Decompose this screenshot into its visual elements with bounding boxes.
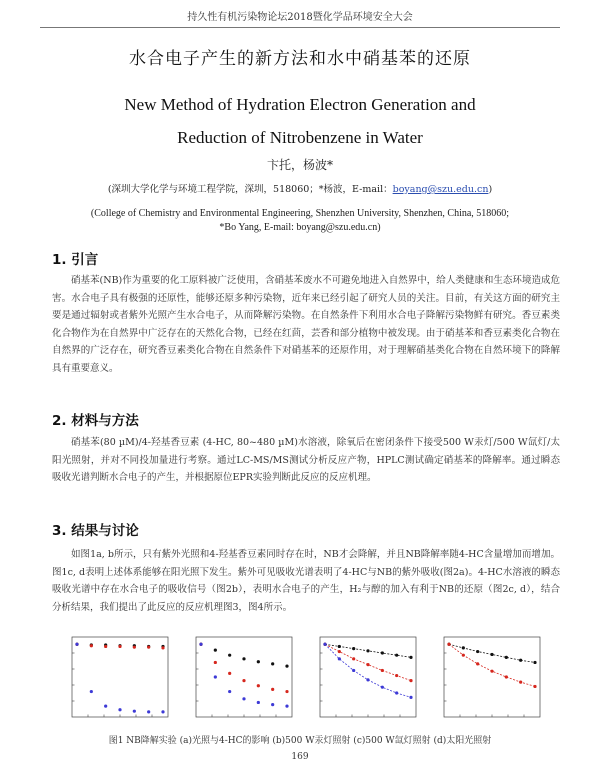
data-point <box>161 710 164 713</box>
data-point <box>228 654 231 657</box>
data-point <box>395 654 398 657</box>
affiliation-chinese-text: (深圳大学化学与环境工程学院，深圳，518060；*杨波，E-mail： <box>107 184 393 195</box>
data-point <box>323 643 326 646</box>
data-point <box>147 710 150 713</box>
data-point <box>533 685 536 688</box>
data-point <box>285 664 288 667</box>
chart-panel-c <box>306 631 422 727</box>
data-point <box>242 697 245 700</box>
plot-frame <box>72 637 168 717</box>
authors: 卞托，杨波* <box>266 158 333 172</box>
data-point <box>476 650 479 653</box>
page-number: 169 <box>291 752 309 762</box>
affiliation-english <box>40 207 560 235</box>
data-point <box>75 643 78 646</box>
data-point <box>409 696 412 699</box>
figure-caption: 图1 NB降解实验 (a)光照与4-HC的影响 (b)500 W汞灯照射 (c)500 W氙灯照射 (d)太阳光照射 <box>108 736 492 746</box>
data-point <box>366 678 369 681</box>
section-text-introduction: 硝基苯(NB)作为重要的化工原料被广泛使用，含硝基苯废水不可避免地进入自然界中，给人类健康和生态环境造成危害。水合电子具有极强的还原性，能够还原多种污染物，近年来已经引起了研究人员的关注。目前，有关这方面的研究主要是通过辐射或者紫外光照产生水合电子，从而降解污染物。在自然条件下利用水合电子降解污染物鲜有研究。香豆素类化合物作为在自然界中广泛存在的天然化合物，已经在红茴，芸香和部分植物中被发现。由于硝基苯和香豆素类化合物在自然界的广泛存在，研究香豆素类化合物在自然条件下对硝基苯的还原作用，对于理解硝基类化合物在自然环境下的降解具有重要意义。 <box>52 275 560 374</box>
data-point <box>118 645 121 648</box>
author-email-link[interactable]: boyang@szu.edu.cn <box>392 184 489 195</box>
data-point <box>199 643 202 646</box>
data-point <box>228 672 231 675</box>
data-point <box>366 663 369 666</box>
title-english <box>0 88 600 154</box>
data-point <box>409 679 412 682</box>
data-point <box>257 701 260 704</box>
data-point <box>490 653 493 656</box>
data-point <box>90 644 93 647</box>
data-point <box>90 690 93 693</box>
data-point <box>338 645 341 648</box>
data-point <box>285 704 288 707</box>
data-point <box>271 703 274 706</box>
chart-panel-b <box>182 631 298 727</box>
data-point <box>505 675 508 678</box>
data-point <box>118 708 121 711</box>
data-point <box>519 680 522 683</box>
section-heading-introduction: 1. 引言 <box>52 252 99 268</box>
running-head: 持久性有机污染物论坛2018暨化学品环境安全大会 <box>40 8 560 28</box>
data-point <box>271 662 274 665</box>
plot-frame <box>196 637 292 717</box>
title-chinese: 水合电子产生的新方法和水中硝基苯的还原 <box>129 49 471 69</box>
affiliation-chinese <box>40 181 560 195</box>
affiliation-english-line-1: (College of Chemistry and Environmental Engineering, Shenzhen University, Shenzhen, China, 518060; <box>90 208 510 219</box>
data-point <box>242 657 245 660</box>
data-point <box>381 669 384 672</box>
data-point <box>409 656 412 659</box>
section-text-methods: 硝基苯(80 µM)/4-羟基香豆素 (4-HC, 80~480 µM)水溶液，除氧后在密闭条件下接受500 W汞灯/500 W氙灯/太阳光照射，并对不同投加量进行考察。通过LC-MS/MS测试分析反应产物，HPLC测试确定硝基苯的降解率。通过瞬态吸收光谱判断水合电子的产生，并根据原位EPR实验判断此反应的反应机理。 <box>52 437 560 484</box>
data-point <box>533 661 536 664</box>
data-point <box>395 674 398 677</box>
data-point <box>395 691 398 694</box>
data-point <box>271 688 274 691</box>
data-point <box>133 646 136 649</box>
data-point <box>228 690 231 693</box>
title-english-line-1: New Method of Hydration Electron Generation and <box>124 95 476 114</box>
data-point <box>161 646 164 649</box>
section-text-results: 如图1a, b所示，只有紫外光照和4-羟基香豆素同时存在时，NB才会降解，并且NB降解率随4-HC含量增加而增加。图1c, d表明上述体系能够在阳光照下发生。紫外可见吸收光谱表明了4-HC与NB的紫外吸收(图2a)。4-HC水溶液的瞬态吸收光谱中存在水合电子的吸收信号（图2b），表明水合电子的产生，H₂与醇的加入有利于NB的还原（图2c, d），结合分析结果，我们提出了此反应的反应机理图3，图4所示。 <box>52 549 560 613</box>
data-point <box>490 670 493 673</box>
chart-panel-a <box>58 631 174 727</box>
data-point <box>104 704 107 707</box>
figure-1 <box>58 631 548 729</box>
data-point <box>476 662 479 665</box>
data-point <box>352 657 355 660</box>
chart-panel-d <box>430 631 546 727</box>
data-point <box>462 654 465 657</box>
data-point <box>462 646 465 649</box>
series-line <box>449 644 535 686</box>
affiliation-english-line-2: *Bo Yang, E-mail: boyang@szu.edu.cn) <box>219 222 381 233</box>
data-point <box>381 686 384 689</box>
data-point <box>381 651 384 654</box>
data-point <box>519 659 522 662</box>
data-point <box>214 648 217 651</box>
data-point <box>338 650 341 653</box>
data-point <box>147 646 150 649</box>
data-point <box>366 649 369 652</box>
data-point <box>214 675 217 678</box>
data-point <box>505 656 508 659</box>
data-point <box>214 661 217 664</box>
data-point <box>257 684 260 687</box>
plot-frame <box>444 637 540 717</box>
data-point <box>104 645 107 648</box>
data-point <box>447 643 450 646</box>
section-heading-results: 3. 结果与讨论 <box>52 523 139 539</box>
data-point <box>257 660 260 663</box>
data-point <box>242 679 245 682</box>
data-point <box>338 657 341 660</box>
data-point <box>352 647 355 650</box>
affiliation-chinese-close: ) <box>488 184 493 195</box>
title-english-line-2: Reduction of Nitrobenzene in Water <box>177 128 423 147</box>
section-heading-methods: 2. 材料与方法 <box>52 413 139 429</box>
data-point <box>133 710 136 713</box>
data-point <box>285 690 288 693</box>
data-point <box>352 669 355 672</box>
